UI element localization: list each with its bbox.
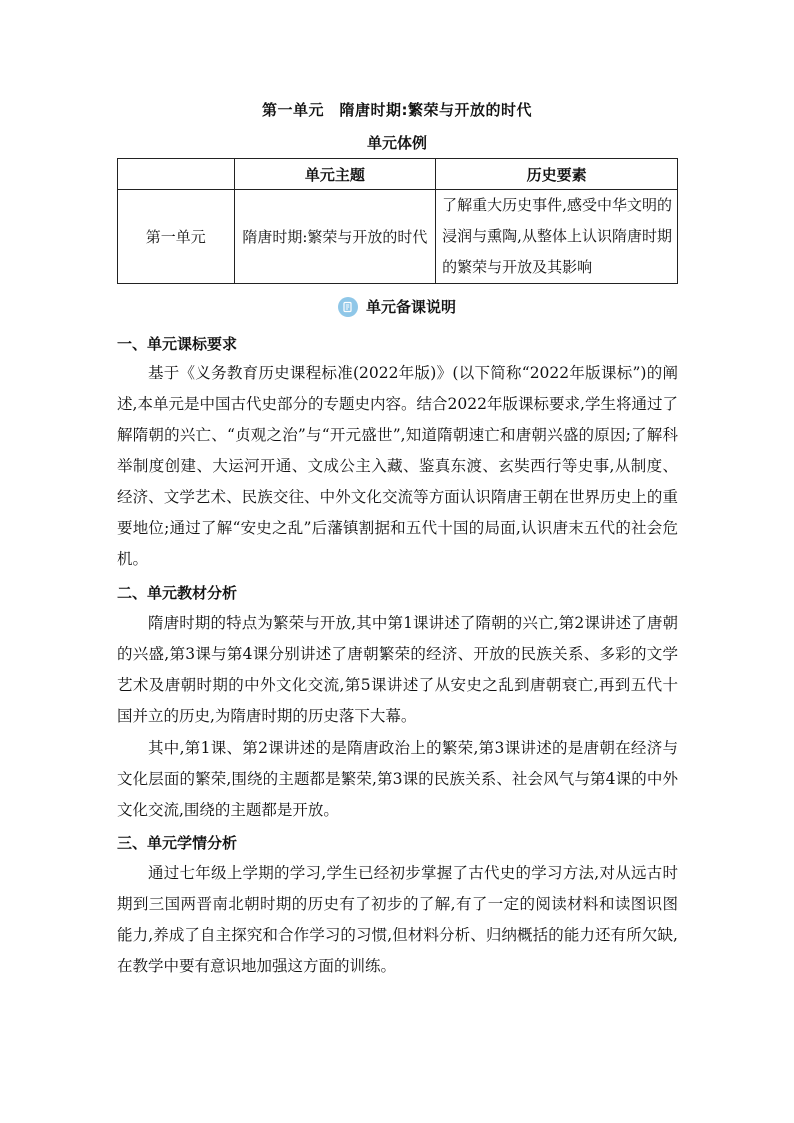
table-header-cell-empty bbox=[118, 159, 235, 190]
section-heading-3: 三、单元学情分析 bbox=[117, 834, 238, 852]
page-title: 第一单元 隋唐时期:繁荣与开放的时代 bbox=[261, 101, 532, 119]
table-row bbox=[118, 190, 678, 284]
prep-title-text: 单元备课说明 bbox=[365, 298, 456, 316]
section-3-paragraph-1: 通过七年级上学期的学习,学生已经初步掌握了古代史的学习方法,对从远古时期到三国两晋南北朝时期的历史有了初步的了解,有了一定的阅读材料和读图识图能力,养成了自主探究和合作学习的习惯,但材料分析、归纳概括的能力还有所欠缺,在教学中要有意识地加强这方面的训练。 bbox=[117, 864, 678, 975]
table-header-cell-elements: 历史要素 bbox=[436, 159, 678, 190]
table-cell-unit: 第一单元 bbox=[118, 190, 235, 284]
unit-table bbox=[117, 158, 678, 284]
section-2-paragraph-2: 其中,第1课、第2课讲述的是隋唐政治上的繁荣,第3课讲述的是唐朝在经济与文化层面的繁荣,围绕的主题都是繁荣,第3课的民族关系、社会风气与第4课的中外文化交流,围绕的主题都是开放。 bbox=[117, 739, 678, 819]
notes-icon bbox=[338, 297, 358, 317]
section-2-paragraph-1: 隋唐时期的特点为繁荣与开放,其中第1课讲述了隋朝的兴亡,第2课讲述了唐朝的兴盛,第3课与第4课分别讲述了唐朝繁荣的经济、开放的民族关系、多彩的文学艺术及唐朝时期的中外文化交流,第5课讲述了从安史之乱到唐朝衰亡,再到五代十国并立的历史,为隋唐时期的历史落下大幕。 bbox=[117, 614, 678, 725]
table-cell-elements: 了解重大历史事件,感受中华文明的浸润与熏陶,从整体上认识隋唐时期的繁荣与开放及其影响 bbox=[436, 190, 678, 284]
table-header-row bbox=[118, 159, 678, 190]
section-1-paragraph-1: 基于《义务教育历史课程标准(2022年版)》(以下简称“2022年版课标”)的阐述,本单元是中国古代史部分的专题史内容。结合2022年版课标要求,学生将通过了解隋朝的兴亡、“贞观之治”与“开元盛世”,知道隋朝速亡和唐朝兴盛的原因;了解科举制度创建、大运河开通、文成公主入藏、鉴真东渡、玄奘西行等史事,从制度、经济、文学艺术、民族交往、中外文化交流等方面认识隋唐王朝在世界历史上的重要地位;通过了解“安史之乱”后藩镇割据和五代十国的局面,认识唐末五代的社会危机。 bbox=[117, 364, 678, 568]
section-heading-1: 一、单元课标要求 bbox=[117, 335, 238, 353]
section-heading-2: 二、单元教材分析 bbox=[117, 584, 238, 602]
table-cell-theme: 隋唐时期:繁荣与开放的时代 bbox=[234, 190, 436, 284]
prep-section-title bbox=[0, 296, 794, 317]
page-subtitle: 单元体例 bbox=[366, 134, 427, 152]
table-header-cell-theme: 单元主题 bbox=[234, 159, 436, 190]
